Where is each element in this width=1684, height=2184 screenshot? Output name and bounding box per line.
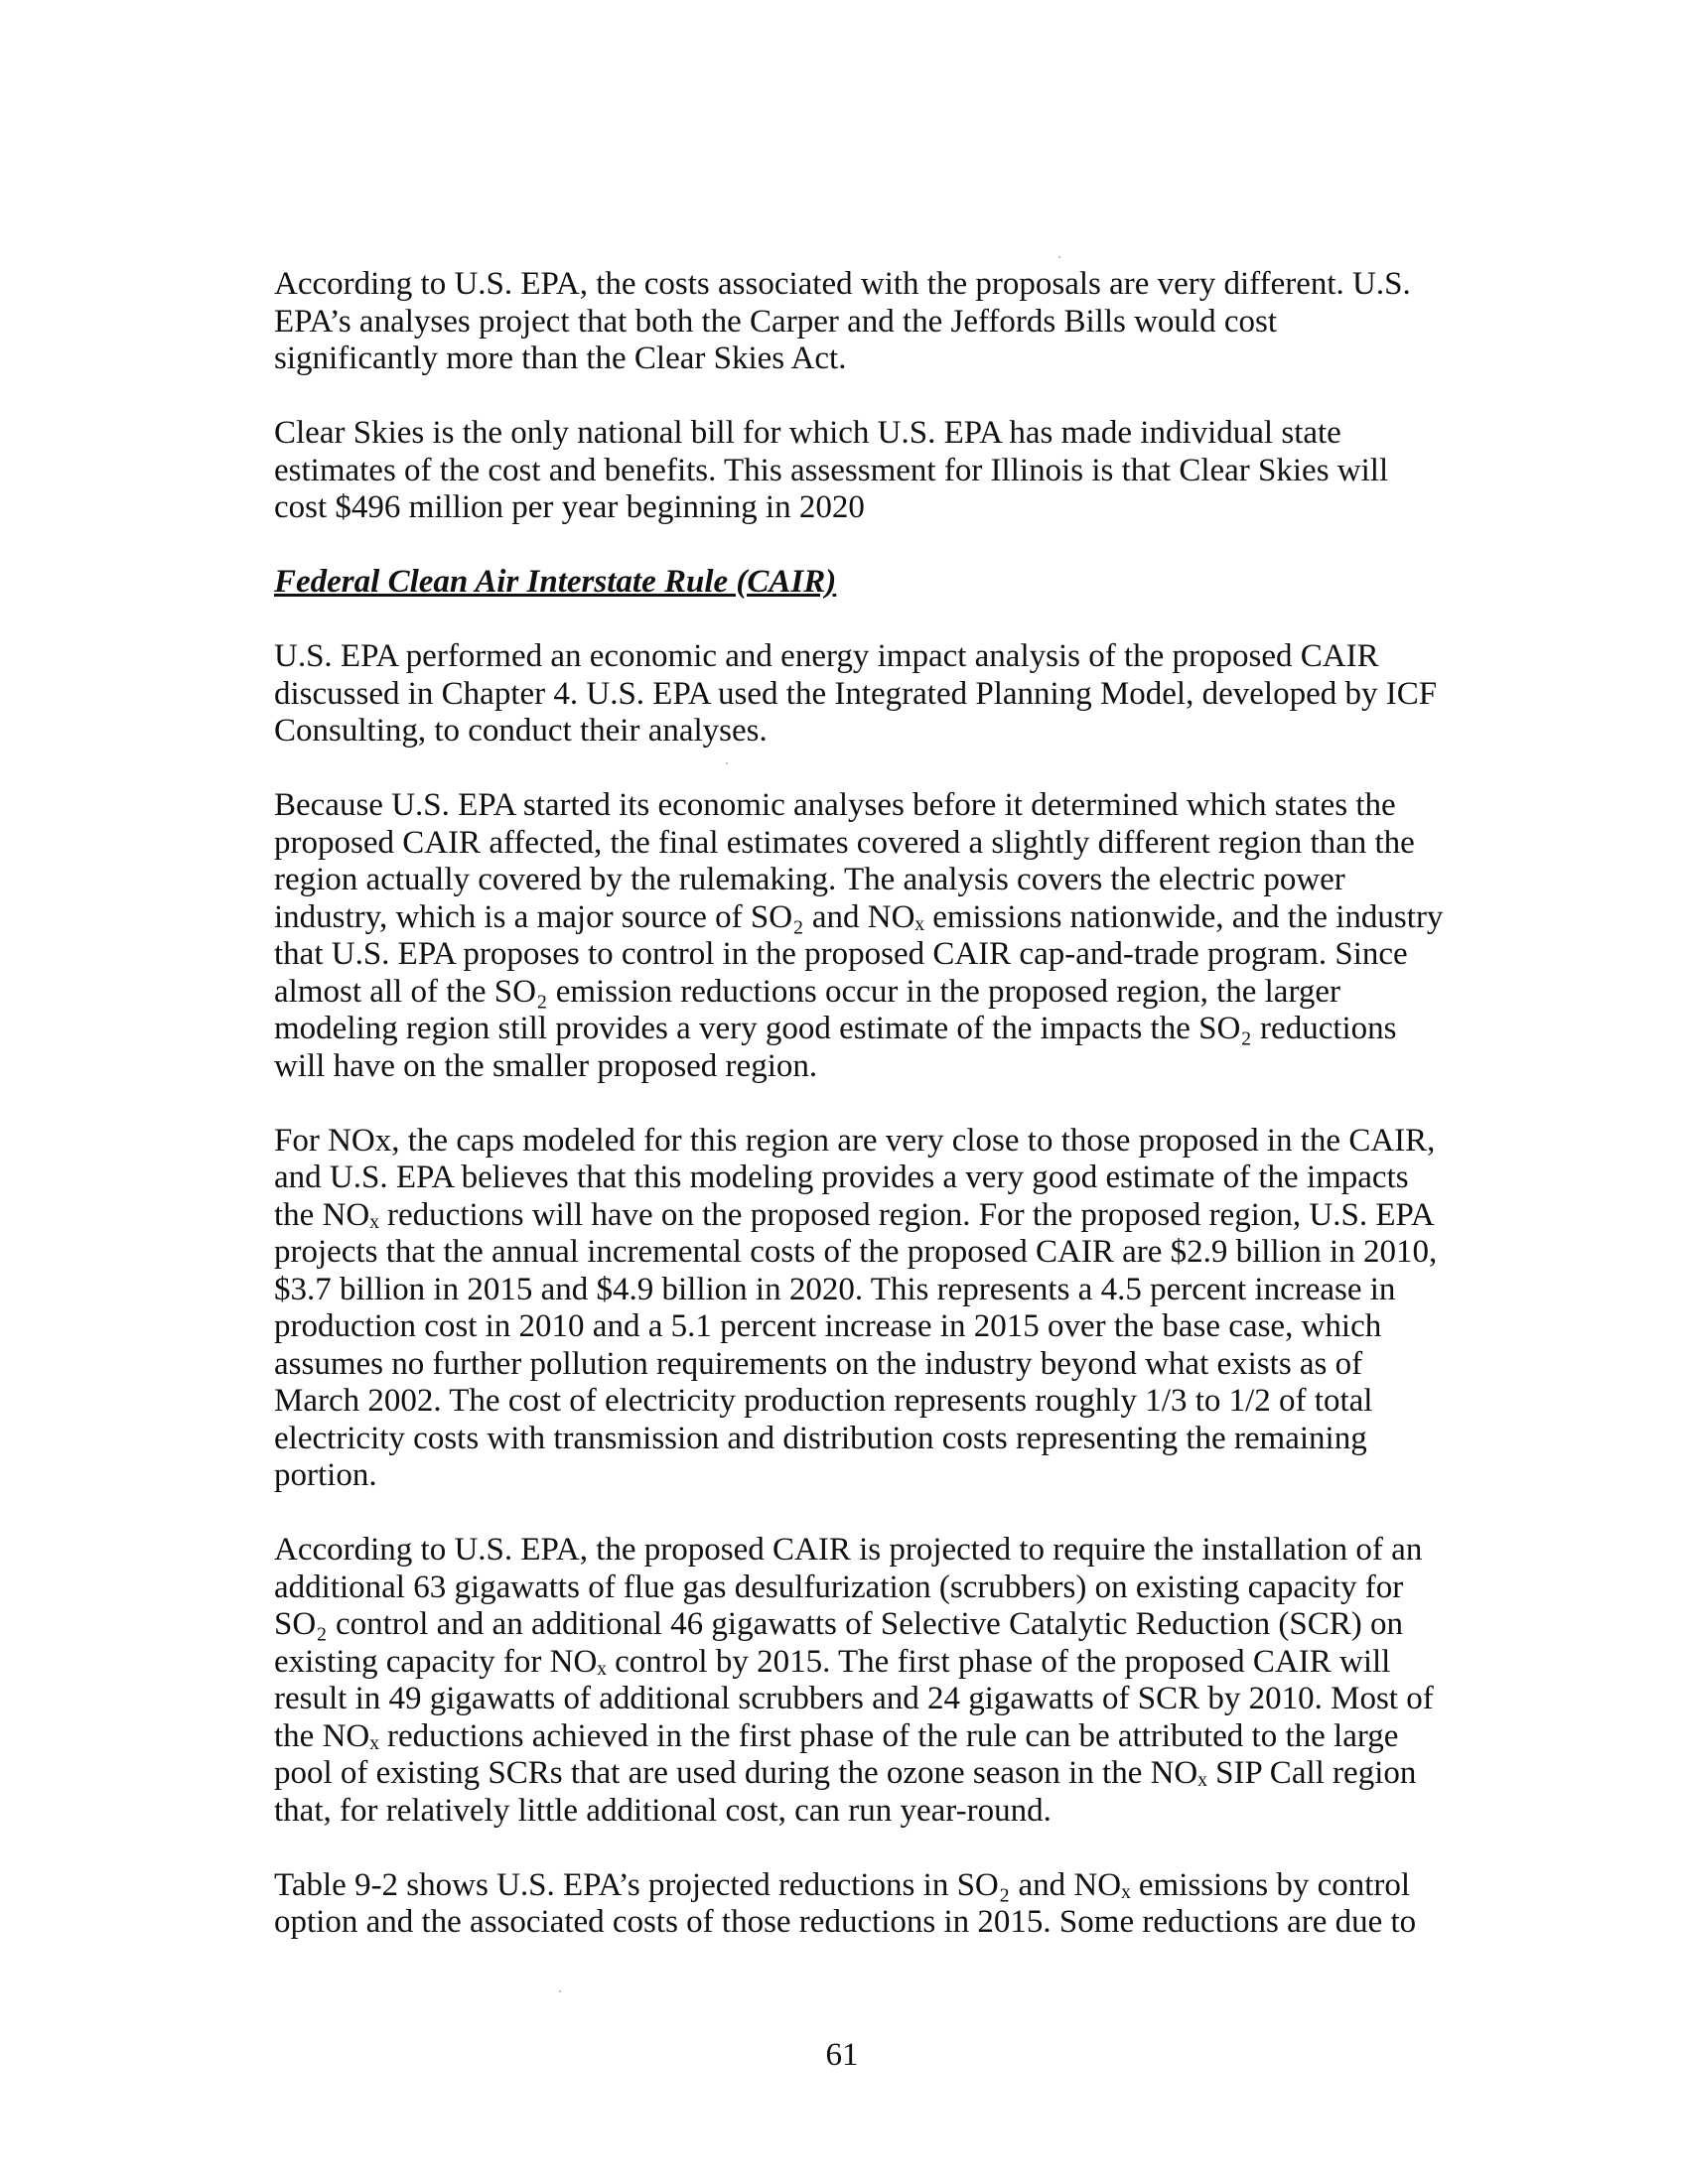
paragraph-line: $3.7 billion in 2015 and $4.9 billion in 2020. This represents a 4.5 percent increase in (274, 1271, 1396, 1307)
paragraph-line: option and the associated costs of those reductions in 2015. Some reductions are due to (274, 1904, 1417, 1940)
paragraph-line: Table 9-2 shows U.S. EPA’s projected reductions in SO₂ and NOₓ emissions by control (274, 1866, 1411, 1903)
paragraph-line: the NOₓ reductions achieved in the first phase of the rule can be attributed to the large (274, 1717, 1399, 1754)
paragraph-line: assumes no further pollution requirements on the industry beyond what exists as of (274, 1345, 1363, 1382)
paragraph-line: result in 49 gigawatts of additional scrubbers and 24 gigawatts of SCR by 2010. Most of (274, 1681, 1434, 1716)
paragraph-line: and U.S. EPA believes that this modeling provides a very good estimate of the impacts (274, 1160, 1409, 1195)
paragraph-line: According to U.S. EPA, the proposed CAIR is projected to require the installation of an (274, 1532, 1423, 1568)
paragraph-line: that, for relatively little additional cost, can run year-round. (274, 1792, 1052, 1829)
body-paragraph (274, 415, 1416, 527)
paragraph-line: proposed CAIR affected, the final estimates covered a slightly different region than the (274, 824, 1415, 861)
paragraph-line: For NOx, the caps modeled for this region are very close to those proposed in the CAIR, (274, 1122, 1436, 1159)
scan-speck (1058, 256, 1060, 258)
paragraph-line: projects that the annual incremental costs of the proposed CAIR are $2.9 billion in 2010, (274, 1234, 1438, 1270)
section-heading: Federal Clean Air Interstate Rule (CAIR) (274, 564, 837, 600)
paragraph-line: Because U.S. EPA started its economic analyses before it determined which states the (274, 787, 1396, 823)
paragraph-line: modeling region still provides a very good estimate of the impacts the SO₂ reductions (274, 1011, 1397, 1046)
body-paragraph (274, 266, 1416, 378)
scan-speck (559, 1990, 561, 1992)
paragraph-line: production cost in 2010 and a 5.1 percent increase in 2015 over the base case, which (274, 1308, 1382, 1344)
paragraph-line: significantly more than the Clear Skies Act. (274, 341, 847, 376)
paragraph-line: March 2002. The cost of electricity production represents roughly 1/3 to 1/2 of total (274, 1383, 1373, 1419)
paragraph-line: cost $496 million per year beginning in 2020 (274, 489, 865, 525)
paragraph-line: almost all of the SO₂ emission reductions occur in the proposed region, the larger (274, 973, 1340, 1010)
paragraph-line: SO₂ control and an additional 46 gigawatts of Selective Catalytic Reduction (SCR) on (274, 1606, 1403, 1642)
body-paragraph (274, 1532, 1434, 1830)
paragraph-line: industry, which is a major source of SO₂ and NOₓ emissions nationwide, and the industry (274, 898, 1444, 935)
paragraph-line: U.S. EPA performed an economic and energy impact analysis of the proposed CAIR (274, 638, 1379, 674)
paragraph-line: will have on the smaller proposed region. (274, 1047, 818, 1084)
paragraph-line: EPA’s analyses project that both the Carper and the Jeffords Bills would cost (274, 303, 1278, 340)
paragraph-line: region actually covered by the rulemaking. The analysis covers the electric power (274, 862, 1345, 897)
paragraph-line: additional 63 gigawatts of flue gas desulfurization (scrubbers) on existing capacity for (274, 1569, 1404, 1605)
body-paragraph (274, 1867, 1416, 1942)
body-paragraph (274, 1122, 1438, 1495)
paragraph-line: electricity costs with transmission and distribution costs representing the remaining (274, 1420, 1367, 1456)
paragraph-line: portion. (274, 1457, 377, 1493)
document-body (274, 266, 1444, 1979)
paragraph-line: that U.S. EPA proposes to control in the proposed CAIR cap-and-trade program. Since (274, 936, 1408, 972)
paragraph-line: Clear Skies is the only national bill for which U.S. EPA has made individual state (274, 415, 1341, 451)
paragraph-line: discussed in Chapter 4. U.S. EPA used the Integrated Planning Model, developed by ICF (274, 675, 1438, 712)
paragraph-line: the NOₓ reductions will have on the proposed region. For the proposed region, U.S. EPA (274, 1196, 1435, 1233)
page-number: 61 (825, 2037, 859, 2073)
paragraph-line: existing capacity for NOₓ control by 2015. The first phase of the proposed CAIR will (274, 1643, 1391, 1680)
paragraph-line: pool of existing SCRs that are used during the ozone season in the NOₓ SIP Call region (274, 1755, 1417, 1791)
body-paragraph (274, 638, 1438, 751)
paragraph-line: According to U.S. EPA, the costs associated with the proposals are very different. U.S. (274, 266, 1411, 302)
paragraph-line: estimates of the cost and benefits. This assessment for Illinois is that Clear Skies will (274, 452, 1389, 488)
paragraph-line: Consulting, to conduct their analyses. (274, 713, 768, 749)
body-paragraph (274, 787, 1444, 1085)
